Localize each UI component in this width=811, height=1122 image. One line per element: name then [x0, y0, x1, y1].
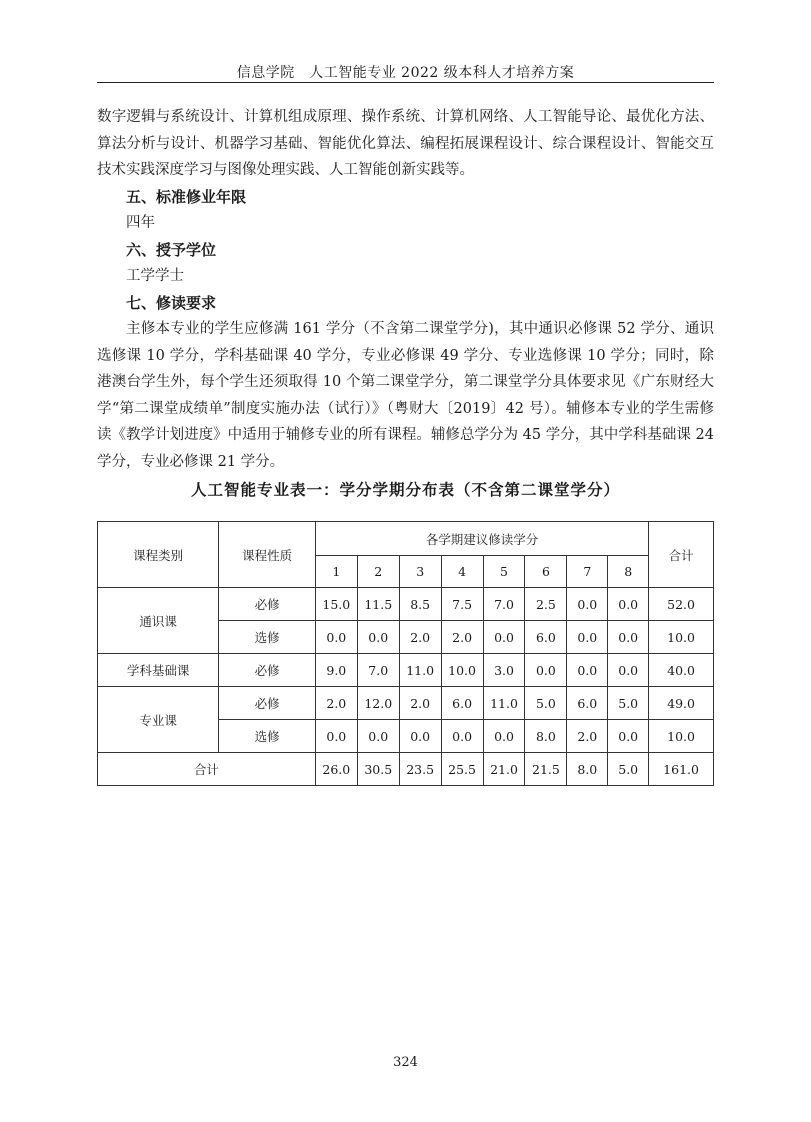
row-total-cell: 10.0 — [649, 621, 714, 654]
nature-cell: 必修 — [219, 588, 316, 621]
semester-header: 4 — [441, 556, 483, 588]
table-cell: 12.0 — [357, 687, 399, 720]
section6-text: 工学学士 — [126, 268, 184, 284]
header-semester-group: 各学期建议修读学分 — [315, 522, 648, 556]
table-cell: 0.0 — [357, 621, 399, 654]
table-cell: 9.0 — [315, 654, 357, 687]
header-row — [98, 522, 714, 556]
table-cell: 2.0 — [399, 687, 441, 720]
section5-heading: 五、标准修业年限 — [126, 187, 247, 206]
row-total-cell: 10.0 — [649, 720, 714, 753]
section6-heading: 六、授予学位 — [126, 240, 217, 259]
table-cell: 0.0 — [525, 654, 567, 687]
nature-cell: 必修 — [219, 654, 316, 687]
table-cell: 0.0 — [315, 720, 357, 753]
header-nature: 课程性质 — [219, 522, 316, 588]
table-cell: 8.0 — [525, 720, 567, 753]
row-total-cell: 40.0 — [649, 654, 714, 687]
section5-text: 四年 — [126, 215, 155, 231]
table-cell: 2.5 — [525, 588, 567, 621]
semester-header: 2 — [357, 556, 399, 588]
table-cell: 2.0 — [441, 621, 483, 654]
table-body — [98, 588, 714, 753]
table-cell: 11.0 — [483, 687, 525, 720]
semester-header: 3 — [399, 556, 441, 588]
table-cell: 5.0 — [525, 687, 567, 720]
table-cell: 0.0 — [441, 720, 483, 753]
nature-cell: 选修 — [219, 621, 316, 654]
semester-header: 7 — [567, 556, 608, 588]
table-cell: 3.0 — [483, 654, 525, 687]
table-cell: 23.5 — [399, 753, 441, 786]
semester-header: 1 — [315, 556, 357, 588]
table-cell: 10.0 — [441, 654, 483, 687]
row-total-cell: 52.0 — [649, 588, 714, 621]
table-cell: 6.0 — [525, 621, 567, 654]
table-cell: 2.0 — [399, 621, 441, 654]
table-cell: 15.0 — [315, 588, 357, 621]
table-cell: 2.0 — [315, 687, 357, 720]
grand-total-value: 161.0 — [649, 753, 714, 786]
table-cell: 0.0 — [483, 621, 525, 654]
intro-paragraph: 数字逻辑与系统设计、计算机组成原理、操作系统、计算机网络、人工智能导论、最优化方法、算法分析与设计、机器学习基础、智能优化算法、编程拓展课程设计、综合课程设计、智能交互技术实践深度学习与图像处理实践、人工智能创新实践等。 — [97, 109, 714, 178]
table-cell: 0.0 — [567, 621, 608, 654]
table-cell: 8.0 — [567, 753, 608, 786]
table-cell: 11.0 — [399, 654, 441, 687]
header-total: 合计 — [649, 522, 714, 588]
table-cell: 0.0 — [315, 621, 357, 654]
table-cell: 7.0 — [483, 588, 525, 621]
nature-cell: 选修 — [219, 720, 316, 753]
table-cell: 11.5 — [357, 588, 399, 621]
table-cell: 0.0 — [483, 720, 525, 753]
category-cell: 专业课 — [98, 687, 219, 753]
grand-total-label: 合计 — [98, 753, 316, 786]
header-category: 课程类别 — [98, 522, 219, 588]
section7-heading: 七、修读要求 — [126, 293, 217, 312]
table-cell: 8.5 — [399, 588, 441, 621]
semester-header: 6 — [525, 556, 567, 588]
table-title: 人工智能专业表一：学分学期分布表（不含第二课堂学分） — [190, 481, 620, 499]
table-cell: 0.0 — [608, 720, 649, 753]
table-cell: 6.0 — [567, 687, 608, 720]
table-cell: 21.5 — [525, 753, 567, 786]
table-cell: 30.5 — [357, 753, 399, 786]
category-cell: 通识课 — [98, 588, 219, 654]
table-row — [98, 687, 714, 720]
table-cell: 0.0 — [399, 720, 441, 753]
table-cell: 0.0 — [567, 588, 608, 621]
category-cell: 学科基础课 — [98, 654, 219, 687]
table-cell: 5.0 — [608, 687, 649, 720]
table-cell: 0.0 — [608, 654, 649, 687]
nature-cell: 必修 — [219, 687, 316, 720]
table-cell: 2.0 — [567, 720, 608, 753]
table-cell: 7.0 — [357, 654, 399, 687]
table-cell: 21.0 — [483, 753, 525, 786]
table-row — [98, 588, 714, 621]
credit-distribution-table — [97, 521, 714, 786]
semester-header: 8 — [608, 556, 649, 588]
table-cell: 0.0 — [608, 588, 649, 621]
semester-header: 5 — [483, 556, 525, 588]
table-cell: 25.5 — [441, 753, 483, 786]
table-cell: 5.0 — [608, 753, 649, 786]
header-rule — [97, 82, 714, 83]
body-text — [97, 104, 714, 475]
table-cell: 6.0 — [441, 687, 483, 720]
table-cell: 26.0 — [315, 753, 357, 786]
row-total-cell: 49.0 — [649, 687, 714, 720]
table-row — [98, 654, 714, 687]
table-cell: 0.0 — [357, 720, 399, 753]
page-header: 信息学院 人工智能专业 2022 级本科人才培养方案 — [236, 65, 575, 81]
table-cell: 7.5 — [441, 588, 483, 621]
page-number: 324 — [393, 1055, 418, 1070]
table-cell: 0.0 — [567, 654, 608, 687]
section7-text: 主修本专业的学生应修满 161 学分（不含第二课堂学分)，其中通识必修课 52 学分、通识选修课 10 学分，学科基础课 40 学分，专业必修课 49 学分、专业选修课 10 学分；同时，除港澳台学生外，每个学生还须取得 10 个第二课堂学分，第二课堂学分具体要求见《广东财经大学“第二课堂成绩单”制度实施办法（试行）》（粤财大〔2019〕42 号）。辅修本专业的学生需修读《教学计划进度》中适用于辅修专业的所有课程。辅修总学分为 45 学分，其中学科基础课 24 学分，专业必修课 21 学分。 — [97, 321, 714, 470]
table-cell: 0.0 — [608, 621, 649, 654]
grand-total-row — [98, 753, 714, 786]
